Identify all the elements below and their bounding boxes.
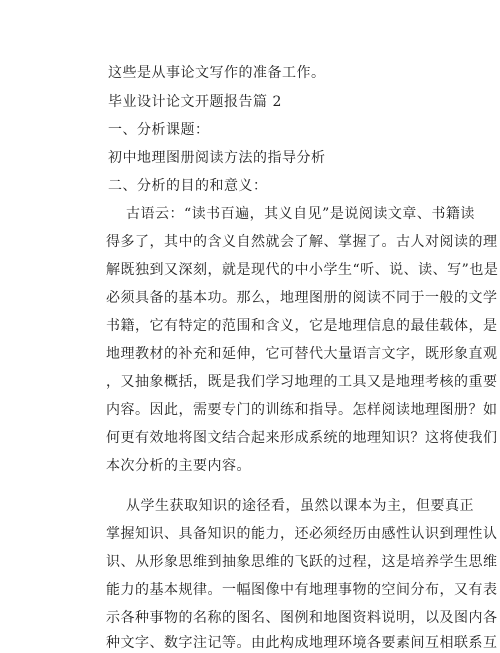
heading-purpose: 二、分析的目的和意义：: [108, 178, 268, 194]
paragraph-1-line-8: 内容。因此，需要专门的训练和指导。怎样阅读地理图册？如: [106, 402, 498, 418]
paragraph-1-line-9: 何更有效地将图文结合起来形成系统的地理知识？这将使我们: [106, 430, 498, 446]
paragraph-2-line-1: 从学生获取知识的途径看，虽然以课本为主，但要真正: [126, 498, 474, 514]
paragraph-1-line-6: 地理教材的补充和延伸，它可替代大量语言文字，既形象直观: [106, 346, 498, 362]
paragraph-1-line-5: 书籍，它有特定的范围和含义，它是地理信息的最佳载体，是: [106, 318, 498, 334]
paragraph-2-line-2: 掌握知识、具备知识的能力，还必须经历由感性认识到理性认: [106, 526, 498, 542]
paragraph-1-line-7: ，又抽象概括，既是我们学习地理的工具又是地理考核的重要: [106, 374, 498, 390]
paragraph-2-line-4: 能力的基本规律。一幅图像中有地理事物的空间分布，又有表: [106, 582, 498, 598]
heading-topic: 一、分析课题：: [108, 122, 210, 138]
paragraph-1-line-1: 古语云：“读书百遍，其义自见”是说阅读文章、书籍读: [126, 206, 475, 222]
paragraph-2-line-3: 识、从形象思维到抽象思维的飞跃的过程，这是培养学生思维: [106, 554, 498, 570]
paragraph-2-line-5: 示各种事物的名称的图名、图例和地图资料说明，以及图内各: [106, 610, 498, 626]
topic-title: 初中地理图册阅读方法的指导分析: [108, 150, 326, 166]
section-title-report-2: 毕业设计论文开题报告篇 2: [108, 94, 282, 110]
text-line-preparation: 这些是从事论文写作的准备工作。: [108, 65, 326, 81]
paragraph-1-line-2: 得多了，其中的含义自然就会了解、掌握了。古人对阅读的理: [106, 234, 498, 250]
paragraph-2-line-6: 种文字、数字注记等。由此构成地理环境各要素间互相联系互: [106, 635, 498, 651]
paragraph-1-line-3: 解既独到又深刻，就是现代的中小学生“听、说、读、写”也是: [106, 262, 499, 278]
paragraph-1-line-4: 必须具备的基本功。那么，地理图册的阅读不同于一般的文学: [106, 290, 498, 306]
paragraph-1-line-10: 本次分析的主要内容。: [106, 458, 251, 474]
